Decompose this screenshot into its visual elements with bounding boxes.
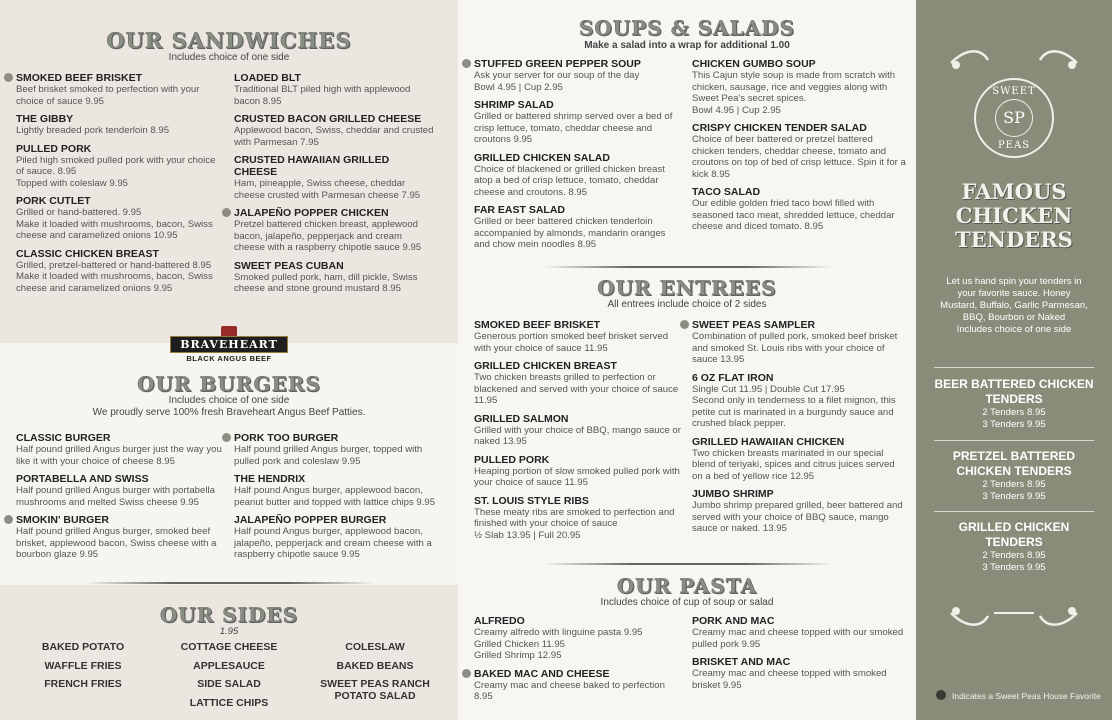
menu-item bbox=[474, 454, 682, 489]
menu-item-desc: Pretzel battered chicken breast, applewood bacon, jalapeño, pepperjack and cream cheese with a raspberry chipotle sauce 9.95 bbox=[234, 219, 422, 253]
menu-item-name: PORK AND MAC bbox=[692, 615, 775, 627]
tenders-panel bbox=[916, 0, 1112, 720]
menu-item bbox=[474, 413, 682, 448]
pasta-col1 bbox=[474, 615, 682, 709]
menu-item-name: GRILLED HAWAIIAN CHICKEN bbox=[692, 435, 845, 448]
menu-item-name: JALAPEÑO POPPER BURGER bbox=[234, 514, 387, 526]
menu-item bbox=[692, 186, 906, 233]
side-item: BAKED POTATO bbox=[41, 641, 125, 653]
menu-item bbox=[234, 72, 434, 107]
tender-item bbox=[934, 377, 1094, 431]
side-item: COLESLAW bbox=[345, 641, 405, 653]
menu-item-desc: Heaping portion of slow smoked pulled pork with your choice of sauce 11.95 bbox=[474, 465, 680, 488]
menu-item bbox=[474, 152, 682, 199]
tender-price: 3 Tenders 9.95 bbox=[982, 419, 1046, 430]
tender-item bbox=[934, 449, 1094, 503]
menu-item-desc: Half pound Angus burger, applewood bacon, peanut butter and topped with lattice chips 9.95 bbox=[234, 485, 436, 508]
menu-item-name: CRUSTED HAWAIIAN GRILLED CHEESE bbox=[234, 154, 390, 178]
menu-item-name: PULLED PORK bbox=[474, 453, 550, 466]
menu-item-name: CHICKEN GUMBO SOUP bbox=[692, 58, 816, 70]
menu-item bbox=[692, 58, 906, 116]
pasta-title: OUR PASTA bbox=[616, 574, 758, 598]
menu-item bbox=[16, 113, 216, 137]
braveheart-tagline: BLACK ANGUS BEEF bbox=[186, 354, 272, 363]
tender-price: 2 Tenders 8.95 bbox=[982, 407, 1046, 418]
menu-item bbox=[16, 195, 216, 242]
menu-item bbox=[16, 432, 224, 467]
menu-item-name: CLASSIC BURGER bbox=[16, 432, 111, 444]
burgers-title: OUR BURGERS bbox=[137, 372, 321, 396]
side-item: SWEET PEAS RANCH POTATO SALAD bbox=[320, 678, 430, 702]
menu-item-name: JUMBO SHRIMP bbox=[692, 488, 774, 500]
menu-item bbox=[474, 99, 682, 146]
menu-item-desc: Traditional BLT piled high with applewood bacon 8.95 bbox=[234, 84, 411, 107]
side-item: COTTAGE CHEESE bbox=[180, 641, 278, 653]
menu-item-desc: Half pound grilled Angus burger, topped with pulled pork and coleslaw 9.95 bbox=[234, 444, 423, 467]
menu-item bbox=[16, 473, 224, 508]
tenders-title-line: FAMOUS bbox=[961, 179, 1067, 204]
menu-item-desc: Grilled, pretzel-battered or hand-battered 8.95 Make it loaded with mushrooms, bacon, Swiss cheese and caramelized onions 9.95 bbox=[16, 259, 213, 294]
menu-item bbox=[234, 113, 434, 148]
menu-item-desc: Half pound grilled Angus burger, smoked beef brisket, applewood bacon, Swiss cheese with a bourbon glaze 9.95 bbox=[16, 526, 217, 560]
entrees-col2 bbox=[692, 319, 906, 541]
side-item: FRENCH FRIES bbox=[44, 678, 122, 690]
menu-item bbox=[474, 319, 682, 354]
menu-item-desc: This Cajun style soup is made from scratch with chicken, sausage, rice and veggies along with Sweet Pea's secret spices. Bowl 4.95 | Cup 2.95 bbox=[692, 70, 896, 116]
burgers-col2 bbox=[234, 432, 446, 567]
menu-item-desc: Two chicken breasts grilled to perfection or blackened and served with your choice of sauce 11.95 bbox=[474, 372, 679, 406]
menu-item bbox=[692, 436, 906, 483]
menu-item-name: GRILLED SALMON bbox=[474, 412, 569, 425]
tender-name: BEER BATTERED CHICKEN TENDERS bbox=[934, 377, 1094, 406]
sides-title: OUR SIDES bbox=[159, 603, 299, 627]
tenders-title bbox=[916, 180, 1112, 252]
menu-item-name: ALFREDO bbox=[474, 615, 525, 627]
soups-col2 bbox=[692, 58, 906, 239]
menu-item bbox=[234, 514, 446, 561]
menu-item-desc: Half pound grilled Angus burger just the way you like it with your choice of cheese 8.95 bbox=[16, 444, 222, 467]
soups-subtitle: Make a salad into a wrap for additional 1.00 bbox=[584, 40, 790, 51]
menu-item-name: BAKED MAC AND CHEESE bbox=[474, 667, 610, 680]
menu-item bbox=[692, 656, 906, 691]
menu-item-name: FAR EAST SALAD bbox=[474, 204, 566, 216]
burgers-subtitle: Includes choice of one side bbox=[168, 395, 290, 406]
menu-item-desc: Applewood bacon, Swiss, cheddar and crusted with Parmesan 7.95 bbox=[234, 125, 434, 148]
sides-col1 bbox=[22, 641, 144, 697]
menu-item-desc: These meaty ribs are smoked to perfection and finished with your choice of sauce ½ Slab 13.95 | Full 20.95 bbox=[474, 506, 675, 541]
divider bbox=[543, 563, 833, 565]
side-item: LATTICE CHIPS bbox=[189, 696, 269, 709]
divider bbox=[934, 511, 1094, 512]
sides-col2 bbox=[168, 641, 290, 715]
menu-item bbox=[234, 154, 434, 201]
menu-item bbox=[474, 58, 682, 93]
tender-name: GRILLED CHICKEN TENDERS bbox=[958, 520, 1070, 549]
menu-item-name: CLASSIC CHICKEN BREAST bbox=[16, 247, 159, 260]
menu-item bbox=[234, 260, 434, 295]
menu-item-desc: Half pound Angus burger, applewood bacon, jalapeño, pepperjack and cream cheese with a raspberry chipotle sauce 9.95 bbox=[234, 526, 432, 560]
menu-item-desc: Ask your server for our soup of the day Bowl 4.95 | Cup 2.95 bbox=[474, 70, 640, 93]
menu-item bbox=[16, 143, 216, 190]
menu-item bbox=[16, 248, 216, 295]
menu-item-name: 6 OZ FLAT IRON bbox=[692, 371, 774, 384]
entrees-title: OUR ENTREES bbox=[597, 276, 777, 300]
menu-item bbox=[474, 615, 682, 662]
favorite-dot-icon bbox=[462, 669, 471, 678]
menu-item bbox=[16, 514, 224, 561]
tender-name: PRETZEL BATTERED CHICKEN TENDERS bbox=[952, 449, 1076, 478]
menu-item-desc: Jumbo shrimp prepared grilled, beer battered and served with your choice of BBQ sauce, mango sauce or naked. 13.95 bbox=[692, 500, 903, 534]
menu-item bbox=[692, 372, 906, 430]
menu-item-desc: Smoked pulled pork, ham, dill pickle, Swiss cheese and stone ground mustard 8.95 bbox=[234, 271, 418, 294]
menu-item bbox=[474, 495, 682, 542]
sides-col3 bbox=[314, 641, 436, 709]
burgers-col1 bbox=[16, 432, 224, 567]
logo-mid: SP bbox=[995, 99, 1033, 137]
menu-item-name: JALAPEÑO POPPER CHICKEN bbox=[234, 207, 389, 219]
tender-price: 3 Tenders 9.95 bbox=[982, 491, 1046, 502]
entrees-subtitle: All entrees include choice of 2 sides bbox=[607, 299, 767, 310]
menu-item-desc: Piled high smoked pulled pork with your choice of sauce. 8.95 Topped with coleslaw 9.95 bbox=[16, 154, 216, 189]
soups-col1 bbox=[474, 58, 682, 257]
favorite-dot-icon bbox=[680, 320, 689, 329]
menu-item-desc: Ham, pineapple, Swiss cheese, cheddar cheese crusted with Parmesan cheese 7.95 bbox=[234, 178, 421, 201]
menu-item-desc: Creamy mac and cheese topped with smoked brisket 9.95 bbox=[692, 668, 887, 691]
menu-item-desc: Half pound grilled Angus burger with portabella mushrooms and melted Swiss cheese 9.95 bbox=[16, 485, 215, 508]
favorite-dot-icon bbox=[936, 690, 946, 700]
entrees-col1 bbox=[474, 319, 682, 547]
menu-item-name: CRUSTED BACON GRILLED CHEESE bbox=[234, 113, 422, 125]
menu-item-name: TACO SALAD bbox=[692, 186, 761, 198]
menu-item-desc: Choice of beer battered or pretzel battered chicken tenders, cheddar cheese, tomato and croutons on top of bed of crisp lettuce. Spin it for a kick 8.95 bbox=[692, 134, 906, 180]
menu-item bbox=[16, 72, 216, 107]
menu-item-name: SMOKED BEEF BRISKET bbox=[474, 319, 601, 331]
menu-item-name: SWEET PEAS SAMPLER bbox=[692, 319, 816, 331]
menu-item-name: BRISKET AND MAC bbox=[692, 656, 791, 668]
menu-item bbox=[474, 360, 682, 407]
sides-price: 1.95 bbox=[219, 626, 239, 637]
tender-price: 3 Tenders 9.95 bbox=[982, 562, 1046, 573]
menu-item-name: THE HENDRIX bbox=[234, 473, 306, 485]
middle-panel bbox=[458, 0, 916, 720]
menu-item-name: ST. LOUIS STYLE RIBS bbox=[474, 494, 589, 507]
left-panel bbox=[0, 0, 458, 720]
favorite-dot-icon bbox=[4, 73, 13, 82]
menu-item-name: STUFFED GREEN PEPPER SOUP bbox=[474, 58, 641, 70]
favorite-dot-icon bbox=[222, 433, 231, 442]
menu-item-name: CRISPY CHICKEN TENDER SALAD bbox=[692, 122, 867, 134]
menu-item bbox=[692, 319, 906, 366]
legend-text: Indicates a Sweet Peas House Favorite bbox=[952, 691, 1101, 701]
sandwiches-col1 bbox=[16, 72, 216, 300]
divider bbox=[934, 440, 1094, 441]
menu-item-name: PORK CUTLET bbox=[16, 195, 91, 207]
divider bbox=[934, 367, 1094, 368]
sandwiches-subtitle: Includes choice of one side bbox=[168, 52, 290, 63]
side-item: APPLESAUCE bbox=[193, 659, 265, 672]
menu-item-name: LOADED BLT bbox=[234, 72, 301, 84]
tender-price: 2 Tenders 8.95 bbox=[982, 479, 1046, 490]
braveheart-name: BRAVEHEART bbox=[170, 336, 288, 353]
menu-item-name: PULLED PORK bbox=[16, 142, 92, 155]
menu-item-desc: Lightly breaded pork tenderloin 8.95 bbox=[16, 125, 170, 136]
logo-top: SWEET bbox=[992, 86, 1036, 97]
menu-item-desc: Combination of pulled pork, smoked beef brisket and smoked St. Louis ribs with your choice of sauce 13.95 bbox=[692, 331, 898, 365]
menu-item bbox=[234, 473, 446, 508]
menu-item-desc: Our edible golden fried taco bowl filled with seasoned taco meat, shredded lettuce, cheddar cheese and diced tomato. 8.95 bbox=[692, 198, 895, 232]
sweet-peas-logo bbox=[974, 78, 1054, 158]
tenders-title-line: TENDERS bbox=[955, 227, 1073, 252]
favorite-dot-icon bbox=[222, 208, 231, 217]
menu-item-desc: Creamy mac and cheese topped with our smoked pulled pork 9.95 bbox=[692, 627, 904, 650]
menu-item-name: SMOKIN' BURGER bbox=[16, 514, 109, 526]
divider bbox=[85, 582, 375, 584]
menu-item-name: PORK TOO BURGER bbox=[234, 432, 339, 444]
flourish-icon bbox=[946, 598, 1082, 628]
tender-price: 2 Tenders 8.95 bbox=[982, 550, 1046, 561]
flourish-icon bbox=[946, 48, 1082, 78]
tender-item bbox=[934, 520, 1094, 574]
menu-item bbox=[692, 615, 906, 650]
menu-item-desc: Generous portion smoked beef brisket served with your choice of sauce 11.95 bbox=[474, 331, 669, 354]
menu-item bbox=[234, 207, 434, 254]
menu-item-desc: Grilled or hand-battered. 9.95 Make it loaded with mushrooms, bacon, Swiss cheese and caramelized onions 10.95 bbox=[16, 207, 213, 241]
tenders-title-line: CHICKEN bbox=[955, 203, 1073, 228]
favorite-dot-icon bbox=[4, 515, 13, 524]
logo-bottom: PEAS bbox=[997, 140, 1031, 151]
menu-item-name: GRILLED CHICKEN SALAD bbox=[474, 151, 610, 164]
menu-item-name: PORTABELLA AND SWISS bbox=[16, 473, 149, 485]
menu-item-name: SWEET PEAS CUBAN bbox=[234, 259, 344, 272]
pasta-col2 bbox=[692, 615, 906, 697]
menu-item-desc: Two chicken breasts marinated in our special blend of teriyaki, spices and citrus juices served on a bed of yellow rice 12.95 bbox=[692, 447, 895, 482]
side-item: SIDE SALAD bbox=[197, 678, 261, 690]
menu-item bbox=[692, 122, 906, 180]
sandwiches-title: OUR SANDWICHES bbox=[106, 28, 352, 53]
menu-item-name: GRILLED CHICKEN BREAST bbox=[474, 360, 617, 372]
menu-item bbox=[692, 488, 906, 535]
pasta-subtitle: Includes choice of cup of soup or salad bbox=[600, 597, 774, 608]
menu-item-desc: Grilled with your choice of BBQ, mango sauce or naked 13.95 bbox=[474, 424, 681, 447]
menu-item-desc: Single Cut 11.95 | Double Cut 17.95 Second only in tenderness to a filet mignon, this petite cut is marinated in a burgundy sauce and crushed black pepper. bbox=[692, 383, 896, 429]
tenders-intro: Let us hand spin your tenders in your favorite sauce. Honey Mustard, Buffalo, Garlic Parmesan, BBQ, Bourbon or Naked Includes choice of one side bbox=[940, 276, 1088, 335]
sandwiches-col2 bbox=[234, 72, 434, 301]
side-item: BAKED BEANS bbox=[336, 659, 414, 672]
divider bbox=[543, 266, 833, 268]
menu-item-desc: Creamy mac and cheese baked to perfection 8.95 bbox=[474, 679, 665, 702]
menu-item-desc: Grilled or battered shrimp served over a bed of crisp lettuce, tomato, cheddar cheese and croutons 9.95 bbox=[474, 111, 673, 145]
favorite-dot-icon bbox=[462, 59, 471, 68]
menu-item-name: THE GIBBY bbox=[16, 113, 74, 125]
braveheart-logo bbox=[170, 330, 288, 368]
menu-item-desc: Choice of blackened or grilled chicken breast atop a bed of crisp lettuce, tomato, cheddar cheese and croutons. 8.95 bbox=[474, 163, 665, 198]
menu-item-desc: Grilled or beer battered chicken tenderloin accompanied by almonds, mandarin oranges and chow mein noodles 8.95 bbox=[474, 216, 666, 250]
burgers-note: We proudly serve 100% fresh Braveheart Angus Beef Patties. bbox=[92, 407, 366, 418]
menu-item-desc: Creamy alfredo with linguine pasta 9.95 Grilled Chicken 11.95 Grilled Shrimp 12.95 bbox=[474, 627, 643, 661]
menu-item bbox=[474, 668, 682, 703]
menu-item bbox=[234, 432, 446, 467]
soups-title: SOUPS & SALADS bbox=[578, 16, 796, 40]
menu-item bbox=[474, 204, 682, 251]
side-item: WAFFLE FRIES bbox=[44, 659, 122, 672]
menu-item-name: SHRIMP SALAD bbox=[474, 99, 554, 111]
menu-item-name: SMOKED BEEF BRISKET bbox=[16, 72, 143, 84]
menu-item-desc: Beef brisket smoked to perfection with your choice of sauce 9.95 bbox=[16, 84, 200, 107]
